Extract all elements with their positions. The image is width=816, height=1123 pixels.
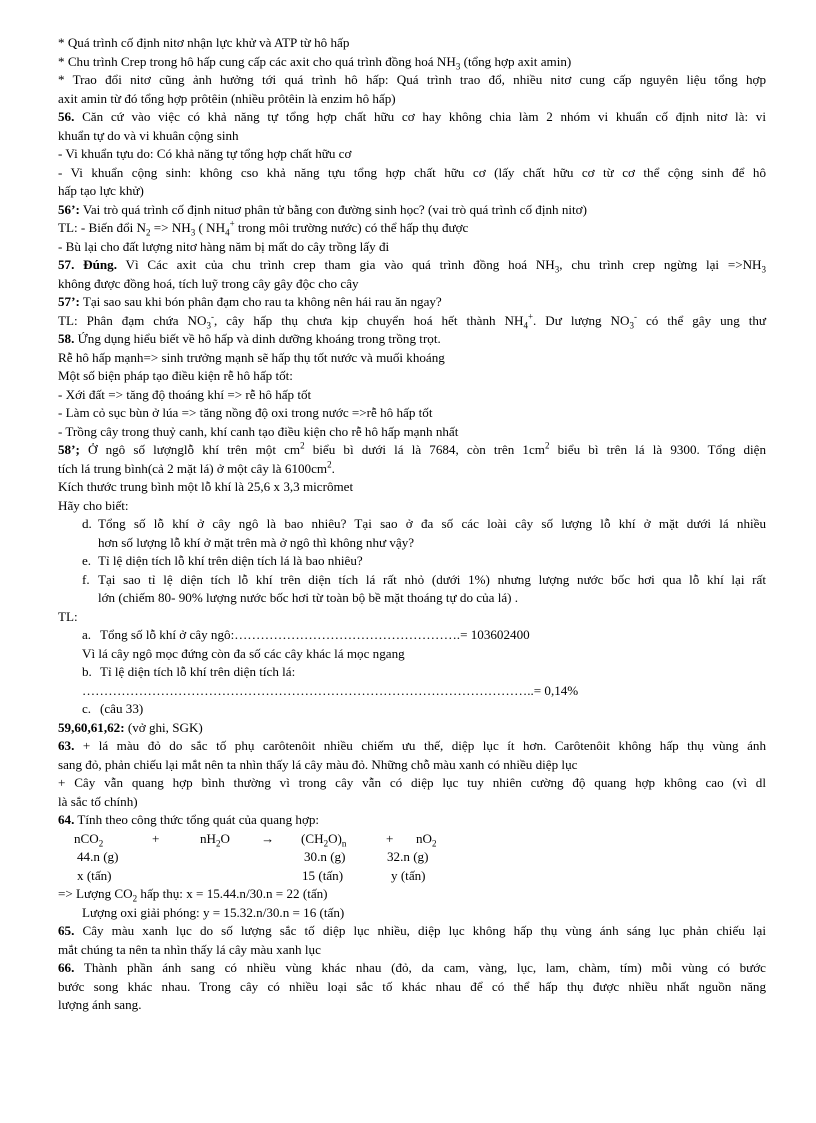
text: Căn cứ vào việc có khả năng tự tổng hợp chất hữu cơ hay không chia làm 2 nhóm vi khuẩn cố định nitơ là: vi <box>74 109 766 124</box>
list-item-e <box>58 552 766 571</box>
subscript: 4 <box>225 227 230 238</box>
text-line <box>58 497 766 516</box>
equation-arrow: → <box>261 830 275 846</box>
text: có thể gây ung thư <box>636 312 767 328</box>
subscript: 2 <box>216 838 221 849</box>
text: + Cây vẫn quang hợp bình thường vì trong cây vẫn có diệp lục tuy nhiên cường độ quang hợp không cao (vì dl <box>58 775 766 790</box>
superscript: 2 <box>300 440 305 451</box>
text-line <box>58 127 766 146</box>
superscript: + <box>229 218 235 229</box>
superscript: + <box>527 311 534 322</box>
text-line <box>58 349 766 368</box>
text: Rễ hô hấp mạnh=> sinh trưởng mạnh sẽ hấp thụ tốt nước và muối khoáng <box>58 349 445 365</box>
superscript: - <box>633 311 637 322</box>
text: => Lượng CO <box>58 886 133 901</box>
mass-value: 30.n (g) <box>304 849 346 864</box>
question-number: 63. <box>58 738 75 753</box>
text: - Vi khuẩn cộng sinh: không cso khả năng tựu tổng hợp chất hữu cơ (lấy chất hữu cơ từ cơ thể cộng sinh để hô <box>58 164 766 180</box>
text: - Trồng cây trong thuỷ canh, khí canh tạo điều kiện cho rễ hô hấp mạnh nhất <box>58 423 459 439</box>
question-57b <box>58 293 766 312</box>
text: , cây hấp thụ chưa kịp chuyển hoá hết thành NH <box>213 312 524 328</box>
text: - Vi khuẩn tựu do: Có khả năng tự tổng hợp chất hữu cơ <box>58 146 352 161</box>
text: (câu 33) <box>100 701 144 716</box>
equation-row <box>58 830 766 849</box>
text: Hãy cho biết: <box>58 497 129 513</box>
text: lượng ánh sang. <box>58 997 142 1012</box>
question-number: 65. <box>58 923 75 938</box>
text-line <box>58 367 766 386</box>
text: Thành phần ánh sang có nhiều vùng khác nhau (đỏ, da cam, vàng, lục, lam, chàm, tím) mỗi vùng có bước <box>74 960 766 975</box>
text-line <box>58 756 766 775</box>
text: * Chu trình Crep trong hô hấp cung cấp các axit cho quá trình đồng hoá NH <box>58 53 456 69</box>
text: Tổng số lỗ khí ở cây ngô:…………………………………………….= 103602400 <box>100 627 530 642</box>
text: Vì Các axit của chu trình crep tham gia vào quá trình đồng hoá NH <box>117 257 555 272</box>
text: => NH <box>150 220 191 235</box>
text: bước song khác nhau. Trong cây có nhiều loại sắc tố khác nhau để có thể hấp thụ được nhiều nhất nguồn năng <box>58 978 766 994</box>
text: - Xới đất => tăng độ thoáng khí => rễ hô hấp tốt <box>58 386 312 402</box>
mass-value: 44.n (g) <box>77 849 119 864</box>
text: hấp tạo lực khử) <box>58 183 144 198</box>
text: . <box>331 460 335 476</box>
text-line <box>58 312 766 331</box>
superscript: - <box>210 311 214 322</box>
text-line <box>58 90 766 109</box>
question-number: 57’: <box>58 294 80 309</box>
text-line <box>58 164 766 183</box>
question-number: 66. <box>58 960 75 975</box>
list-item-d <box>58 515 766 534</box>
question-58b <box>58 441 766 460</box>
text: * Trao đổi nitơ cũng ảnh hưởng tới quá trình hô hấp: Quá trình trao đổ, nhiều nitơ cung cấp nguyên liệu tổng hợp <box>58 72 766 87</box>
superscript: 2 <box>327 459 332 470</box>
question-64 <box>58 811 766 830</box>
text: Một số biện pháp tạo điều kiện rễ hô hấp tốt: <box>58 368 293 383</box>
text: . Dư lượng NO <box>533 312 630 328</box>
equation-term <box>200 830 261 849</box>
text-line <box>58 238 766 257</box>
text: (tổng hợp axit amin) <box>460 53 572 69</box>
subscript: 3 <box>629 320 634 331</box>
text: O) <box>328 830 342 846</box>
text: biểu bì trên lá là 9300. Tổng diện <box>549 442 767 457</box>
mass-value: y (tấn) <box>391 867 426 883</box>
text: mắt chúng ta nên ta nhìn thấy lá cây màu xanh lục <box>58 941 321 957</box>
question-number: 59,60,61,62: <box>58 719 125 735</box>
equation-operator: + <box>152 830 160 846</box>
text: Ở ngô số lượngl <box>79 442 188 457</box>
text: là sắc tố chính) <box>58 793 138 809</box>
subscript: 2 <box>432 838 437 849</box>
text: nH <box>200 830 217 846</box>
mass-value: 15 (tấn) <box>302 867 344 883</box>
list-marker: b. <box>82 664 92 679</box>
subscript: 3 <box>190 227 196 238</box>
list-item-a <box>58 626 766 645</box>
equation-row <box>58 867 766 886</box>
subscript: 2 <box>132 893 138 904</box>
text: biểu bì dưới lá là 7684, còn trên 1cm <box>304 442 545 457</box>
text-line <box>58 941 766 960</box>
list-marker: a. <box>82 627 92 642</box>
text: O <box>220 830 230 846</box>
text: nCO <box>74 830 99 846</box>
list-marker: e. <box>82 553 92 568</box>
question-number: 64. <box>58 812 75 827</box>
text-line <box>58 71 766 90</box>
text-line <box>58 904 766 923</box>
text: Vai trò quá trình cố định nituơ phân tử bằng con đường sinh học? (vai trò quá trình cố định nitơ) <box>79 201 587 217</box>
text: TL: - Biến đổi N <box>58 220 147 235</box>
text: * Quá trình cố định nitơ nhận lực khử và ATP từ hô hấp <box>58 35 350 50</box>
text-line <box>58 275 766 294</box>
text: (vở ghi, SGK) <box>124 719 203 735</box>
equation-term <box>416 830 437 849</box>
list-marker: f. <box>82 571 90 587</box>
text: Kích thước trung bình một lỗ khí là 25,6 x 3,3 micrômet <box>58 479 354 494</box>
question-56b <box>58 201 766 220</box>
text-line <box>58 885 766 904</box>
question-65 <box>58 922 766 941</box>
text-line <box>58 182 766 201</box>
equation-operator: + <box>386 830 394 846</box>
text: Tỉ lệ diện tích lỗ khí trên diện tích lá là bao nhiêu? <box>98 553 363 568</box>
question-58 <box>58 330 766 349</box>
question-number: 56’: <box>58 201 80 217</box>
text-line <box>58 34 766 53</box>
text: Tại sao sau khi bón phân đạm cho rau ta không nên hái rau ăn ngay? <box>79 294 442 309</box>
subscript: n <box>341 838 347 849</box>
text: Lượng oxi giải phóng: y = 15.32.n/30.n = 16 (tấn) <box>82 904 345 920</box>
superscript: 2 <box>544 440 550 451</box>
text-line <box>58 534 766 553</box>
subscript: 3 <box>761 264 766 275</box>
subscript: 4 <box>523 320 528 331</box>
text: lớn (chiếm 80- 90% lượng nước bốc hơi từ toàn bộ bề mặt thoáng tự do của lá) . <box>98 590 519 605</box>
text: trong môi trường nước) có thể hấp thụ được <box>234 220 469 235</box>
subscript: 3 <box>554 264 560 275</box>
list-item-b <box>58 663 766 682</box>
question-66 <box>58 959 766 978</box>
text: TL: <box>58 608 78 624</box>
text: không được đồng hoá, tích luỹ trong cây gây độc cho cây <box>58 275 359 291</box>
text-line <box>58 978 766 997</box>
text-line <box>58 478 766 497</box>
text: Tại sao tỉ lệ diện tích lỗ khí trên diện tích lá rất nhỏ (dưới 1%) nhưng lượng nước bốc hơi qua lỗ khí lại rất <box>98 571 766 587</box>
text: , chu trình crep ngừng lại =>NH <box>559 257 762 272</box>
question-number: 56. <box>58 109 75 124</box>
equation-row <box>58 848 766 867</box>
text: Ứng dụng hiểu biết về hô hấp và dinh dưỡng khoáng trong trồng trọt. <box>74 331 441 346</box>
text-line <box>58 53 766 72</box>
text-line <box>58 589 766 608</box>
text: ( NH <box>195 220 226 235</box>
text-line <box>58 996 766 1015</box>
text-line <box>58 774 766 793</box>
text: Cây màu xanh lục do số lượng sắc tố diệp lục nhiều, diệp lục không hấp thụ vùng ánh sáng lục phản chiếu lại <box>74 923 766 938</box>
text: hấp thụ: x = 15.44.n/30.n = 22 (tấn) <box>137 886 328 901</box>
text: nO <box>416 830 433 846</box>
subscript: 2 <box>98 838 104 849</box>
text-line <box>58 645 766 664</box>
text: Tỉ lệ diện tích lỗ khí trên diện tích lá: <box>100 664 296 679</box>
text: Vì lá cây ngô mọc đứng còn đa số các cây khác lá mọc ngang <box>82 645 405 661</box>
subscript: 3 <box>455 61 461 72</box>
list-marker: d. <box>82 516 92 531</box>
question-56 <box>58 108 766 127</box>
answer-label <box>58 608 766 627</box>
text: sang đỏ, phản chiếu lại mắt nên ta nhìn thấy lá cây màu đỏ. Những chỗ màu xanh có nhiều diệp lục <box>58 756 578 772</box>
text: (CH <box>301 830 324 846</box>
text: + lá màu đỏ do sắc tố phụ carôtenôit nhiều chiếm ưu thế, diệp lục ít hơn. Carôtenôit không hấp thụ vùng ánh <box>74 738 766 753</box>
text: tích lá trung bình(cả 2 mặt lá) ở một cây là 6100cm <box>58 460 328 476</box>
question-number: 58’; <box>58 442 80 457</box>
text: axit amin từ đó tổng hợp prôtêin (nhiều prôtêin là enzim hô hấp) <box>58 90 396 106</box>
text: khuẩn tự do và vi khuân cộng sinh <box>58 127 239 143</box>
question-number: 57. Đúng. <box>58 257 117 272</box>
question-number: 58. <box>58 331 75 346</box>
mass-value: 32.n (g) <box>387 849 429 864</box>
text: …………………………………………………………………………………………..= 0,14% <box>82 682 579 698</box>
mass-value: x (tấn) <box>77 867 112 883</box>
equation-term <box>74 830 152 849</box>
equation-term <box>301 830 386 849</box>
text-line <box>58 145 766 164</box>
text: - Bù lại cho đất lượng nitơ hàng năm bị mất do cây trồng lấy đi <box>58 238 390 254</box>
document-page <box>58 34 766 1015</box>
subscript: 3 <box>206 320 211 331</box>
question-57 <box>58 256 766 275</box>
text-line <box>58 386 766 405</box>
text-line <box>58 423 766 442</box>
text: TL: Phân đạm chứa NO <box>58 312 207 328</box>
text: hơn số lượng lỗ khí ở mặt trên mà ở ngô thì không như vậy? <box>98 534 415 550</box>
list-marker: c. <box>82 701 92 716</box>
text: ỗ khí trên một cm <box>187 442 301 457</box>
text-line <box>58 793 766 812</box>
text-line <box>58 219 766 238</box>
list-item-c <box>58 700 766 719</box>
subscript: 2 <box>323 838 329 849</box>
question-59-62 <box>58 719 766 738</box>
subscript: 2 <box>146 227 151 238</box>
text: Tính theo công thức tổng quát của quang hợp: <box>74 812 320 827</box>
text-line <box>58 404 766 423</box>
text-line <box>58 682 766 701</box>
text: - Làm cỏ sục bùn ở lúa => tăng nồng độ oxi trong nước =>rễ hô hấp tốt <box>58 405 433 420</box>
text: Tổng số lỗ khí ở cây ngô là bao nhiêu? Tại sao ở đa số các loài cây số lượng lỗ khí ở mặt dưới lá nhiều <box>98 516 766 531</box>
list-item-f <box>58 571 766 590</box>
question-63 <box>58 737 766 756</box>
text-line <box>58 460 766 479</box>
